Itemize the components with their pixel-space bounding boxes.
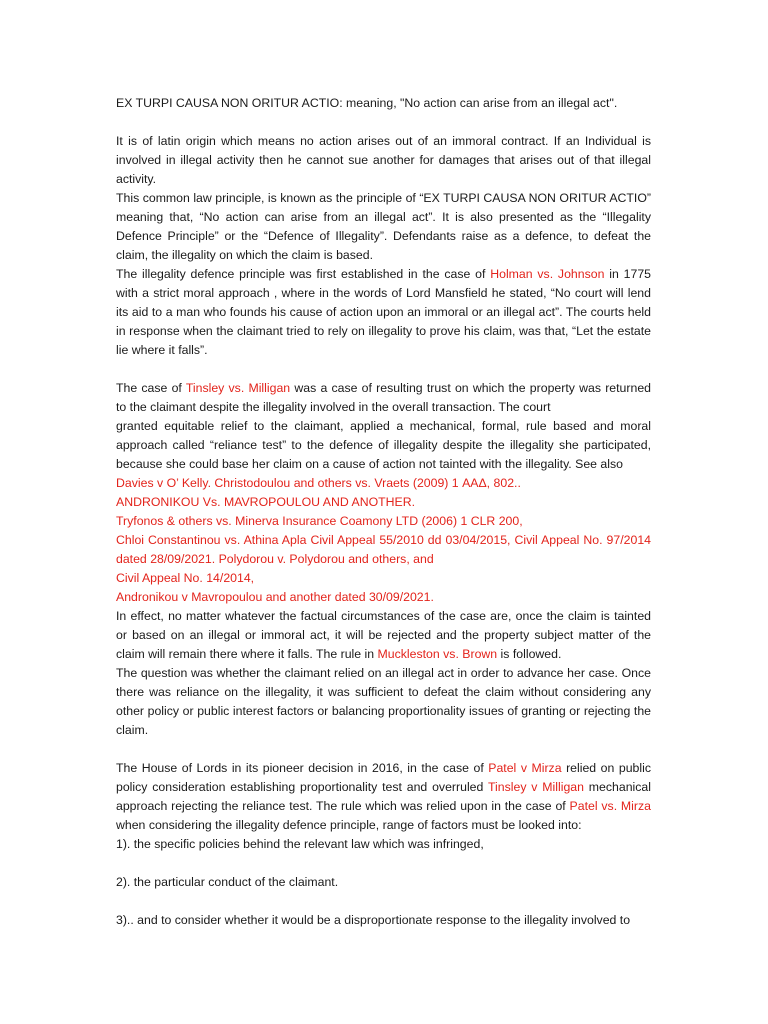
factor-list-item-2: 2). the particular conduct of the claimant. bbox=[116, 875, 339, 889]
case-reference-list-item: Chloi Constantinou vs. Athina Apla Civil Appeal 55/2010 dd 03/04/2015, Civil Appeal No. 97/2014 dated 28/09/2021. Polydorou v. Polydorou and others, and bbox=[116, 533, 651, 566]
case-reference-patel: Patel v Mirza bbox=[488, 761, 562, 775]
case-reference-list-item: Davies v O’ Kelly. Christodoulou and others vs. Vraets (2009) 1 ΑΑΔ, 802.. bbox=[116, 476, 521, 490]
text-segment: is followed. bbox=[497, 647, 562, 661]
paragraph-spacer bbox=[116, 892, 651, 911]
paragraph-house-of-lords bbox=[116, 759, 651, 835]
paragraph-question: The question was whether the claimant relied on an illegal act in order to advance her case. Once there was reliance on the illegality, it was sufficient to defeat the claim without considering any other policy or public interest factors or balancing proportionality issues of granting or rejecting the claim. bbox=[116, 666, 651, 737]
paragraph-effect bbox=[116, 607, 651, 664]
case-reference-tinsley: Tinsley v Milligan bbox=[487, 780, 584, 794]
paragraph-principle: This common law principle, is known as the principle of “EX TURPI CAUSA NON ORITUR ACTIO” meaning that, “No action can arise from an illegal act”. It is also presented as the “Illegality Defence Principle” or the “Defence of Illegality”. Defendants raise as a defence, to defeat the claim, the illegality on which the claim is based. bbox=[116, 191, 651, 262]
case-reference-patel: Patel vs. Mirza bbox=[569, 799, 651, 813]
case-reference-list-item: ANDRONIKOU Vs. MAVROPOULOU AND ANOTHER. bbox=[116, 495, 416, 509]
case-reference-list-item: Andronikou v Mavropoulou and another dated 30/09/2021. bbox=[116, 590, 434, 604]
paragraph-spacer bbox=[116, 113, 651, 132]
paragraph-origin bbox=[116, 265, 651, 360]
case-reference-holman: Holman vs. Johnson bbox=[490, 267, 605, 281]
text-segment: In effect, no matter whatever the factual circumstances of the case are, once the claim is tainted or based on an illegal or immoral act, it will be rejected and the property subject matter of the claim will remain there where it falls. The rule in bbox=[116, 609, 651, 661]
case-reference-list-item: Tryfonos & others vs. Minerva Insurance Coamony LTD (2006) 1 CLR 200, bbox=[116, 514, 523, 528]
text-segment: was a case of resulting trust on which the property was returned to the claimant despite the illegality involved in the overall transaction. The court bbox=[116, 381, 651, 414]
paragraph-spacer bbox=[116, 854, 651, 873]
factor-list-item-3: 3).. and to consider whether it would be a disproportionate response to the illegality involved to bbox=[116, 913, 631, 927]
case-reference-list-item: Civil Appeal No. 14/2014, bbox=[116, 571, 255, 585]
text-segment: mechanical approach rejecting the reliance test. The rule which was relied upon in the case of bbox=[116, 780, 651, 813]
paragraph-tinsley bbox=[116, 379, 651, 417]
document-body bbox=[116, 94, 651, 930]
text-segment: The case of bbox=[116, 381, 186, 395]
document-title-line: EX TURPI CAUSA NON ORITUR ACTIO: meaning, "No action can arise from an illegal act". bbox=[116, 96, 618, 110]
case-reference-tinsley: Tinsley vs. Milligan bbox=[185, 381, 291, 395]
text-segment: The illegality defence principle was first established in the case of bbox=[116, 267, 491, 281]
text-segment: when considering the illegality defence principle, range of factors must be looked into: bbox=[116, 818, 582, 832]
paragraph-reliance-test: granted equitable relief to the claimant, applied a mechanical, formal, rule based and moral approach called “reliance test” to the defence of illegality despite the illegality she participated, because she could base her claim on a cause of action not tainted with the illegality. See also bbox=[116, 419, 651, 471]
text-segment: in 1775 with a strict moral approach , where in the words of Lord Mansfield he stated, “No court will lend its aid to a man who founds his cause of action upon an immoral or an illegal act”. The courts held in response when the claimant tried to rely on illegality to prove his claim, was that, “Let the estate lie where it falls”. bbox=[116, 267, 651, 357]
paragraph-intro: It is of latin origin which means no action arises out of an immoral contract. If an Individual is involved in illegal activity then he cannot sue another for damages that arises out of that illegal activity. bbox=[116, 134, 651, 186]
text-segment: relied on public policy consideration establishing proportionality test and overruled bbox=[116, 761, 651, 794]
paragraph-spacer bbox=[116, 740, 651, 759]
paragraph-spacer bbox=[116, 360, 651, 379]
case-reference-muckleston: Muckleston vs. Brown bbox=[377, 647, 498, 661]
factor-list-item-1: 1). the specific policies behind the relevant law which was infringed, bbox=[116, 837, 484, 851]
text-segment: The House of Lords in its pioneer decision in 2016, in the case of bbox=[116, 761, 489, 775]
